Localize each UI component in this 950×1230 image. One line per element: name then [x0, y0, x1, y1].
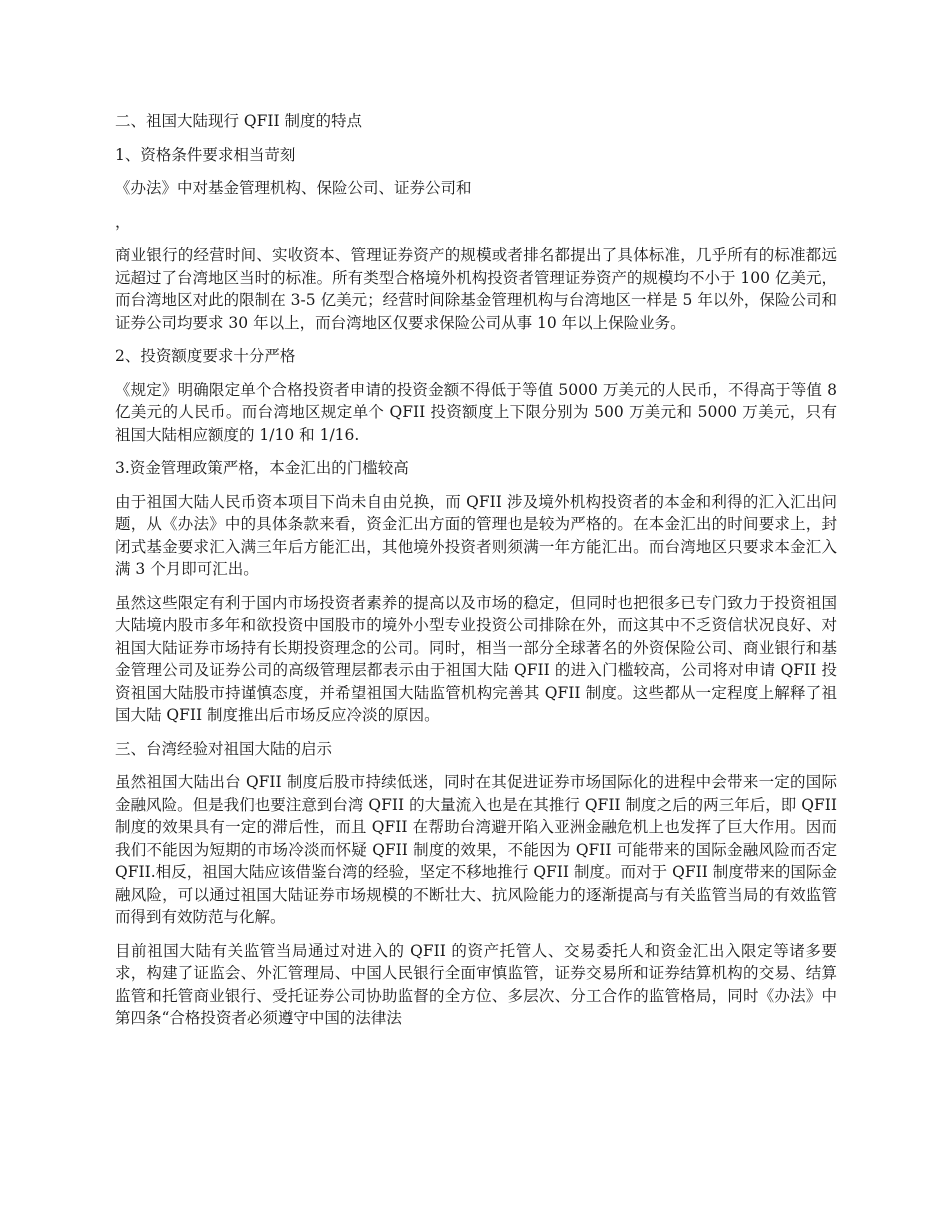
- paragraph: 商业银行的经营时间、实收资本、管理证券资产的规模或者排名都提出了具体标准，几乎所有的标准都远远超过了台湾地区当时的标准。所有类型合格境外机构投资者管理证券资产的规模均不小于 100 亿美元，而台湾地区对此的限制在 3-5 亿美元；经营时间除基金管理机构与台湾地区一样是 5 年以外，保险公司和证券公司均要求 30 年以上，而台湾地区仅要求保险公司从事 10 年以上保险业务。: [115, 246, 837, 332]
- section-heading-3: 三、台湾经验对祖国大陆的启示: [115, 739, 333, 758]
- paragraph: 虽然祖国大陆出台 QFII 制度后股市持续低迷，同时在其促进证券市场国际化的进程中会带来一定的国际金融风险。但是我们也要注意到台湾 QFII 的大量流入也是在其推行 QFII 制度之后的两三年后，即 QFII 制度的效果具有一定的滞后性，而且 QFII 在帮助台湾避开陷入亚洲金融危机上也发挥了巨大作用。因而我们不能因为短期的市场冷淡而怀疑 QFII 制度的效果，不能因为 QFII 可能带来的国际金融风险而否定 QFII.相反，祖国大陆应该借鉴台湾的经验，坚定不移地推行 QFII 制度。而对于 QFII 制度带来的国际金融风险，可以通过祖国大陆证券市场规模的不断壮大、抗风险能力的逐渐提高与有关监管当局的有效监管而得到有效防范与化解。: [115, 773, 837, 926]
- paragraph: 虽然这些限定有利于国内市场投资者素养的提高以及市场的稳定，但同时也把很多已专门致力于投资祖国大陆境内股市多年和欲投资中国股市的境外小型专业投资公司排除在外，而这其中不乏资信状况良好、对祖国大陆证券市场持有长期投资理念的公司。同时，相当一部分全球著名的外资保险公司、商业银行和基金管理公司及证券公司的高级管理层都表示由于祖国大陆 QFII 的进入门槛较高，公司将对申请 QFII 投资祖国大陆股市持谨慎态度，并希望祖国大陆监管机构完善其 QFII 制度。这些都从一定程度上解释了祖国大陆 QFII 制度推出后市场反应冷淡的原因。: [115, 593, 837, 724]
- paragraph: 由于祖国大陆人民币资本项目下尚未自由兑换，而 QFII 涉及境外机构投资者的本金和利得的汇入汇出问题，从《办法》中的具体条款来看，资金汇出方面的管理也是较为严格的。在本金汇出的时间要求上，封闭式基金要求汇入满三年后方能汇出，其他境外投资者则须满一年方能汇出。而台湾地区只要求本金汇入满 3 个月即可汇出。: [115, 492, 837, 578]
- document-body: [115, 110, 837, 1041]
- subheading-1: 1、资格条件要求相当苛刻: [115, 145, 296, 164]
- paragraph: 目前祖国大陆有关监管当局通过对进入的 QFII 的资产托管人、交易委托人和资金汇出入限定等诸多要求，构建了证监会、外汇管理局、中国人民银行全面审慎监管，证券交易所和证券结算机构的交易、结算监管和托管商业银行、受托证券公司协助监督的全方位、多层次、分工合作的监管格局，同时《办法》中第四条“合格投资者必须遵守中国的法律法: [115, 941, 837, 1027]
- subheading-3: 3.资金管理政策严格，本金汇出的门槛较高: [115, 459, 409, 477]
- paragraph: 《办法》中对基金管理机构、保险公司、证券公司和: [115, 179, 472, 197]
- subheading-2: 2、投资额度要求十分严格: [115, 347, 296, 365]
- section-heading-2: 二、祖国大陆现行 QFII 制度的特点: [115, 112, 363, 130]
- paragraph-comma: ，: [115, 212, 131, 231]
- paragraph: 《规定》明确限定单个合格投资者申请的投资金额不得低于等值 5000 万美元的人民币，不得高于等值 8 亿美元的人民币。而台湾地区规定单个 QFII 投资额度上下限分别为 500 万美元和 5000 万美元，只有祖国大陆相应额度的 1/10 和 1/16.: [115, 380, 837, 444]
